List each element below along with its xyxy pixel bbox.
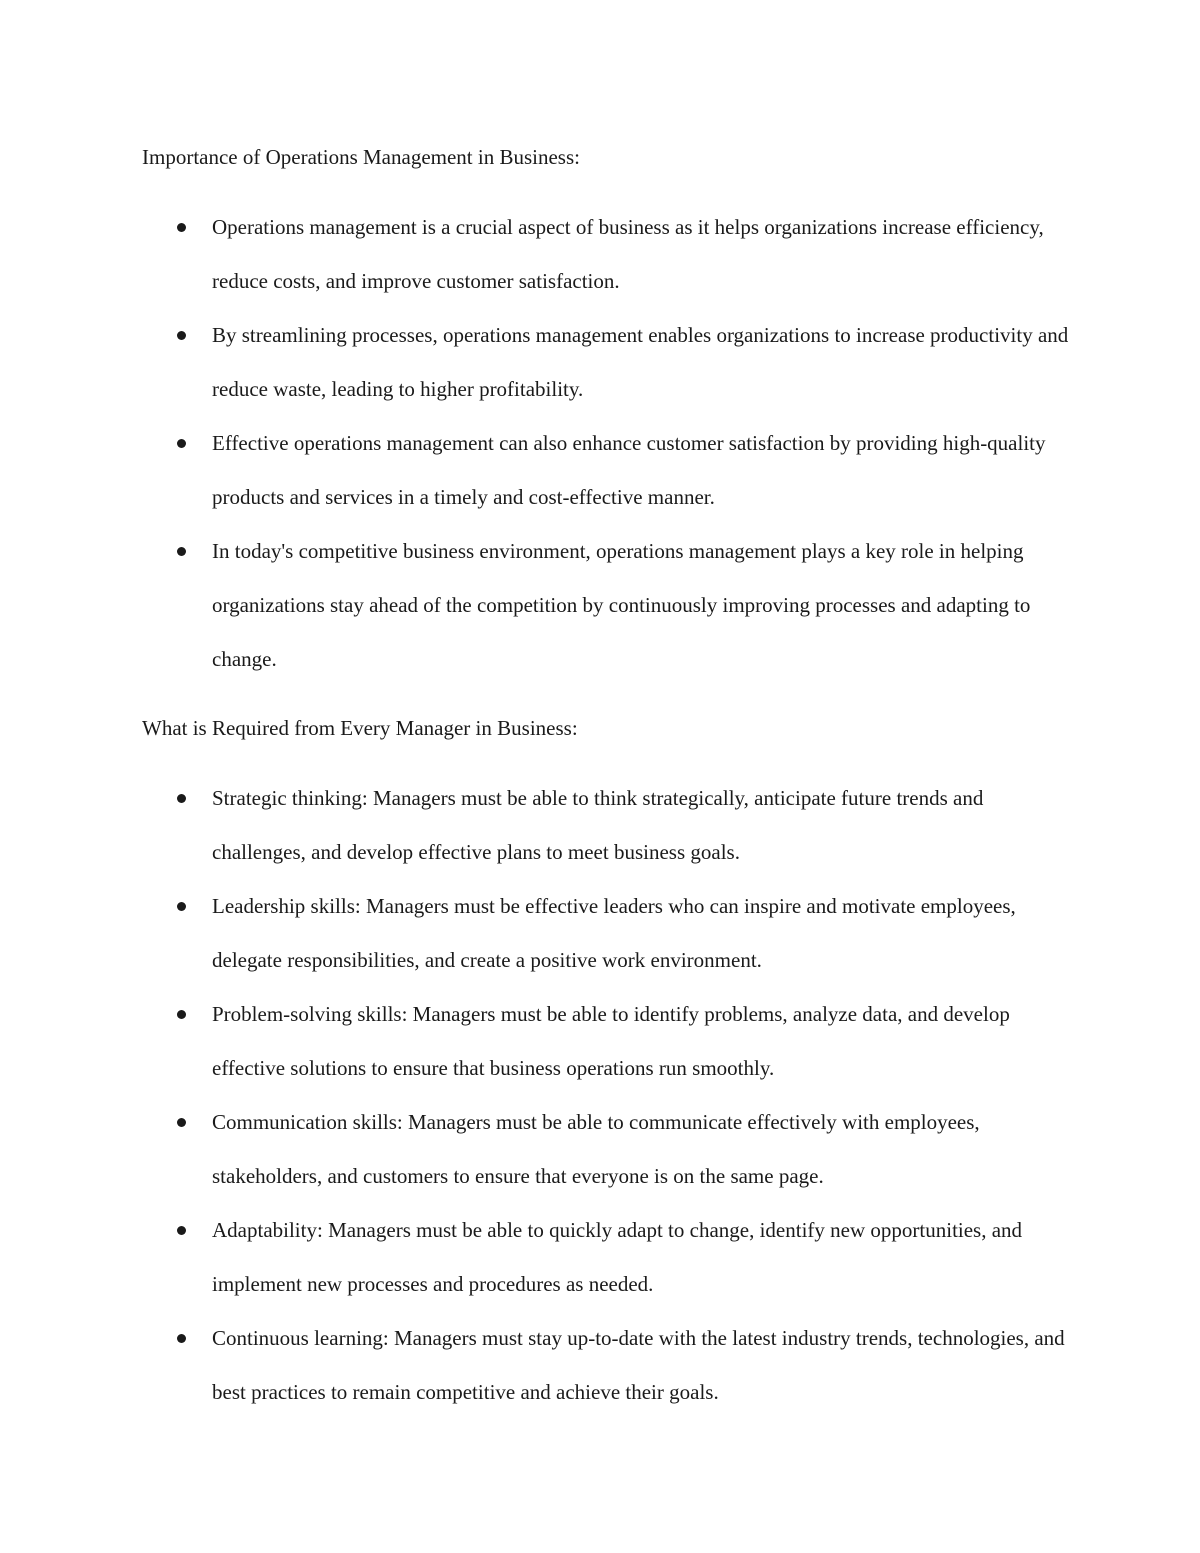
bullet-list bbox=[142, 771, 1072, 1419]
list-item bbox=[142, 879, 1072, 987]
section-heading: Importance of Operations Management in Business: bbox=[142, 145, 580, 169]
list-item bbox=[142, 987, 1072, 1095]
bullet-icon bbox=[177, 902, 186, 911]
bullet-list bbox=[142, 200, 1072, 686]
bullet-icon bbox=[177, 439, 186, 448]
list-item bbox=[142, 308, 1072, 416]
list-item bbox=[142, 524, 1072, 686]
bullet-icon bbox=[177, 223, 186, 232]
bullet-icon bbox=[177, 794, 186, 803]
bullet-icon bbox=[177, 1334, 186, 1343]
section-operations-importance bbox=[142, 130, 1072, 686]
list-item-text: Continuous learning: Managers must stay up-to-date with the latest industry trends, technologies, and best practices to remain competitive and achieve their goals. bbox=[212, 1326, 1065, 1404]
list-item bbox=[142, 1095, 1072, 1203]
bullet-icon bbox=[177, 547, 186, 556]
section-heading: What is Required from Every Manager in Business: bbox=[142, 716, 578, 740]
list-item bbox=[142, 416, 1072, 524]
list-item bbox=[142, 771, 1072, 879]
list-item-text: Problem-solving skills: Managers must be able to identify problems, analyze data, and develop effective solutions to ensure that business operations run smoothly. bbox=[212, 1002, 1010, 1080]
list-item bbox=[142, 1203, 1072, 1311]
list-item-text: Communication skills: Managers must be able to communicate effectively with employees, stakeholders, and customers to ensure that everyone is on the same page. bbox=[212, 1110, 980, 1188]
bullet-icon bbox=[177, 1010, 186, 1019]
list-item-text: Leadership skills: Managers must be effective leaders who can inspire and motivate employees, delegate responsibilities, and create a positive work environment. bbox=[212, 894, 1016, 972]
bullet-icon bbox=[177, 331, 186, 340]
list-item bbox=[142, 1311, 1072, 1419]
list-item-text: Effective operations management can also enhance customer satisfaction by providing high-quality products and services in a timely and cost-effective manner. bbox=[212, 431, 1046, 509]
section-manager-requirements bbox=[142, 701, 1072, 1419]
bullet-icon bbox=[177, 1118, 186, 1127]
list-item-text: Operations management is a crucial aspect of business as it helps organizations increase efficiency, reduce costs, and improve customer satisfaction. bbox=[212, 215, 1044, 293]
bullet-icon bbox=[177, 1226, 186, 1235]
list-item-text: In today's competitive business environment, operations management plays a key role in helping organizations stay ahead of the competition by continuously improving processes and adapting to change. bbox=[212, 539, 1031, 671]
list-item-text: Strategic thinking: Managers must be able to think strategically, anticipate future trends and challenges, and develop effective plans to meet business goals. bbox=[212, 786, 984, 864]
list-item-text: Adaptability: Managers must be able to quickly adapt to change, identify new opportunities, and implement new processes and procedures as needed. bbox=[212, 1218, 1023, 1296]
list-item-text: By streamlining processes, operations management enables organizations to increase productivity and reduce waste, leading to higher profitability. bbox=[212, 323, 1069, 401]
list-item bbox=[142, 200, 1072, 308]
